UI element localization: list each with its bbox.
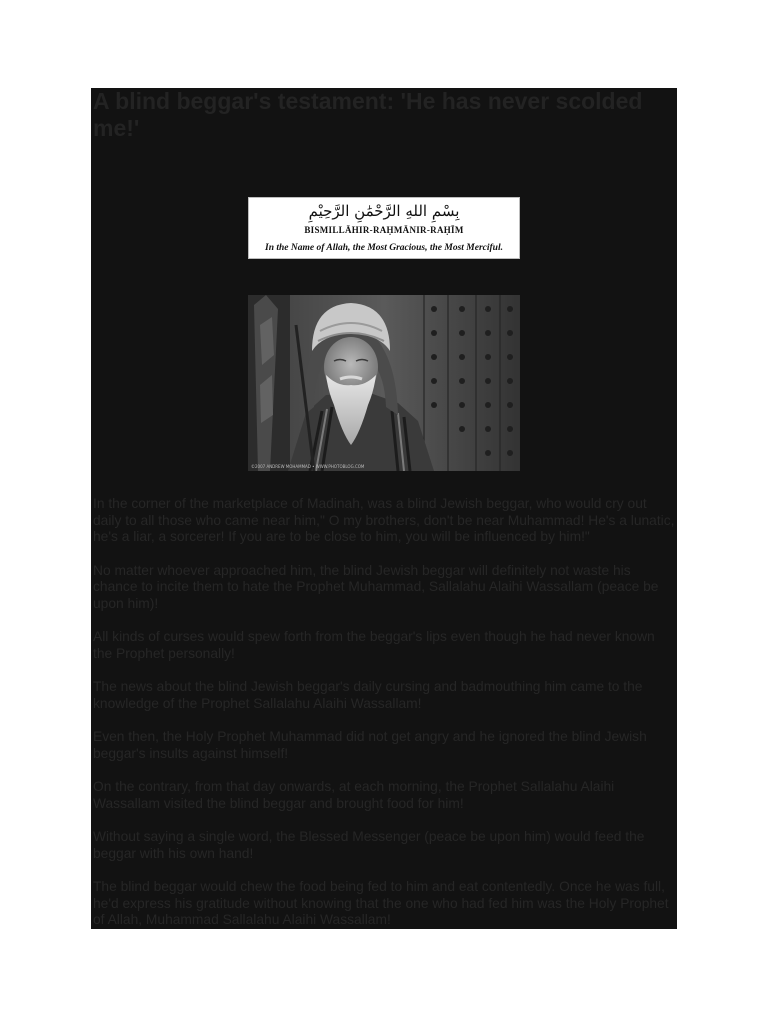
paragraph: All kinds of curses would spew forth from the beggar's lips even though he had never known the Prophet personally! [93,629,655,661]
paragraph: Without saying a single word, the Blessed Messenger (peace be upon him) would feed the beggar with his own hand! [93,829,645,861]
article-body [93,496,675,929]
bismillah-banner [248,197,520,259]
document-page [91,88,677,929]
paragraph: On the contrary, from that day onwards, at each morning, the Prophet Sallalahu Alaihi Wassallam visited the blind beggar and brought food for him! [93,779,615,811]
beggar-photo-illustration [248,295,520,471]
bismillah-meaning: In the Name of Allah, the Most Gracious, the Most Merciful. [265,243,503,253]
bismillah-transliteration: BISMILLĀHIR-RAḤMĀNIR-RAḤĪM [304,225,464,235]
paragraph: The blind beggar would chew the food being fed to him and eat contentedly. Once he was full, he'd express his gratitude without knowing that the one who had fed him was the Holy Prophet of Allah, Muhammad Sallalahu Alaihi Wassallam! [93,879,669,928]
bismillah-arabic-text: بِسْمِ اللهِ الرَّحْمَٰنِ الرَّحِيْمِ [308,202,460,220]
article-title: A blind beggar's testament: 'He has never scolded me!' [93,88,643,141]
paragraph: Even then, the Holy Prophet Muhammad did not get angry and he ignored the blind Jewish beggar's insults against himself! [93,729,647,761]
photo-credit: ©2007 ANDREW MOHAMMAD • WWW.PHOTOBLOG.COM [251,464,365,469]
beggar-photo [248,295,520,471]
paragraph: The news about the blind Jewish beggar's daily cursing and badmouthing him came to the knowledge of the Prophet Sallalahu Alaihi Wassallam! [93,679,643,711]
paragraph: No matter whoever approached him, the blind Jewish beggar will definitely not waste his chance to incite them to hate the Prophet Muhammad, Sallalahu Alaihi Wassallam (peace be upon him)! [93,562,659,611]
paragraph: In the corner of the marketplace of Madinah, was a blind Jewish beggar, who would cry out daily to all those who came near him," O my brothers, don't be near Muhammad! He's a lunatic, he's a liar, a sorcerer! If you are to be close to him, you will be influenced by him!" [93,496,675,545]
